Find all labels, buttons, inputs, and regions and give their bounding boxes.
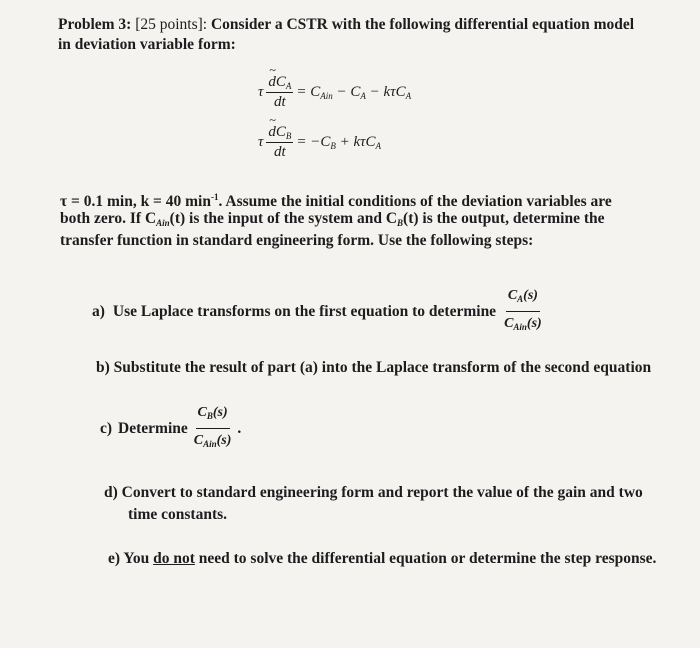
step-b-text: Substitute the result of part (a) into the Laplace transform of the second equation xyxy=(113,359,652,376)
step-c-text: Determine xyxy=(118,419,188,437)
step-a-fraction xyxy=(504,285,542,338)
eq2-rhs-a: = −C xyxy=(296,134,331,150)
params-line2-b: (t) is the input of the system and C xyxy=(169,210,398,227)
params-line3: transfer function in standard engineering form. Use the following steps: xyxy=(60,232,534,249)
params-line1-a: τ = 0.1 min, k = 40 min xyxy=(60,193,211,210)
problem-intro-line1: Consider a CSTR with the following differential equation model xyxy=(210,16,635,33)
equation-2 xyxy=(258,124,381,161)
eq2-den: dt xyxy=(274,144,286,160)
eq1-den: dt xyxy=(274,94,286,110)
step-c-num-sub: B xyxy=(206,411,213,421)
step-e-text-b: need to solve the differential equation or determine the step response. xyxy=(194,550,657,567)
eq1-rhs-sub1: Ain xyxy=(320,91,333,101)
eq1-num: ~ dC xyxy=(268,74,286,91)
problem-title: Problem 3: xyxy=(58,16,132,33)
step-a xyxy=(92,285,542,338)
problem-header xyxy=(58,14,634,36)
step-a-den: C xyxy=(504,316,514,331)
params-line2-a: both zero. If C xyxy=(60,210,157,227)
eq2-num-sub: B xyxy=(285,131,292,141)
step-d-line1 xyxy=(104,482,643,504)
eq2-tau: τ xyxy=(258,134,264,150)
eq1-rhs xyxy=(296,84,411,101)
step-d-text1: Convert to standard engineering form and report the value of the gain and two xyxy=(121,484,643,501)
step-c-fraction xyxy=(194,402,232,455)
eq1-rhs-a: = C xyxy=(296,84,321,100)
step-a-num-sub: A xyxy=(517,294,524,304)
eq1-derivative xyxy=(266,74,293,111)
step-a-text: Use Laplace transforms on the first equation to determine xyxy=(112,302,497,320)
eq1-rhs-end: − kτC xyxy=(365,84,406,100)
params-line2-c: (t) is the output, determine the xyxy=(403,210,605,227)
step-c-den-sub: Ain xyxy=(203,439,217,449)
eq2-rhs-end: + kτC xyxy=(335,134,376,150)
eq1-rhs-sub3: A xyxy=(405,91,412,101)
step-e-text-a: You xyxy=(123,550,154,567)
step-a-den-s: (s) xyxy=(526,316,542,331)
step-e-emphasis: do not xyxy=(153,550,195,567)
step-e xyxy=(108,548,656,570)
step-a-num: C xyxy=(507,288,518,303)
eq2-rhs xyxy=(296,134,381,151)
step-b-label: b) xyxy=(96,359,110,376)
step-c xyxy=(100,402,241,455)
problem-intro-line2: in deviation variable form: xyxy=(58,36,236,53)
step-a-den-sub: Ain xyxy=(513,322,527,332)
params-line2-sub2: B xyxy=(397,218,404,228)
step-c-num: C xyxy=(197,405,207,420)
eq1-rhs-mid: − C xyxy=(332,84,361,100)
step-e-label: e) xyxy=(108,550,121,567)
step-a-num-s: (s) xyxy=(523,288,538,303)
step-b xyxy=(96,357,651,379)
params-line1-end: . Assume the initial conditions of the deviation variables are xyxy=(218,193,612,210)
step-a-label: a) xyxy=(92,302,105,320)
problem-points: [25 points]: xyxy=(135,16,208,33)
eq1-num-sub: A xyxy=(285,81,292,91)
step-c-label: c) xyxy=(100,419,113,437)
step-d-label: d) xyxy=(104,484,118,501)
eq1-rhs-sub2: A xyxy=(360,91,366,101)
params-line2-sub1: Ain xyxy=(156,218,170,228)
eq2-derivative xyxy=(266,124,293,161)
step-d-line2: time constants. xyxy=(128,506,228,523)
eq1-tau: τ xyxy=(258,84,264,100)
params-line1-sup: -1 xyxy=(210,192,219,202)
eq2-rhs-sub2: A xyxy=(375,141,382,151)
step-c-den-s: (s) xyxy=(216,433,232,448)
step-c-den: C xyxy=(193,433,204,448)
step-c-end: . xyxy=(237,419,242,437)
eq2-rhs-sub1: B xyxy=(330,141,336,151)
eq2-num: ~ dC xyxy=(268,124,286,141)
equation-1 xyxy=(258,74,411,111)
step-c-num-s: (s) xyxy=(212,405,228,420)
